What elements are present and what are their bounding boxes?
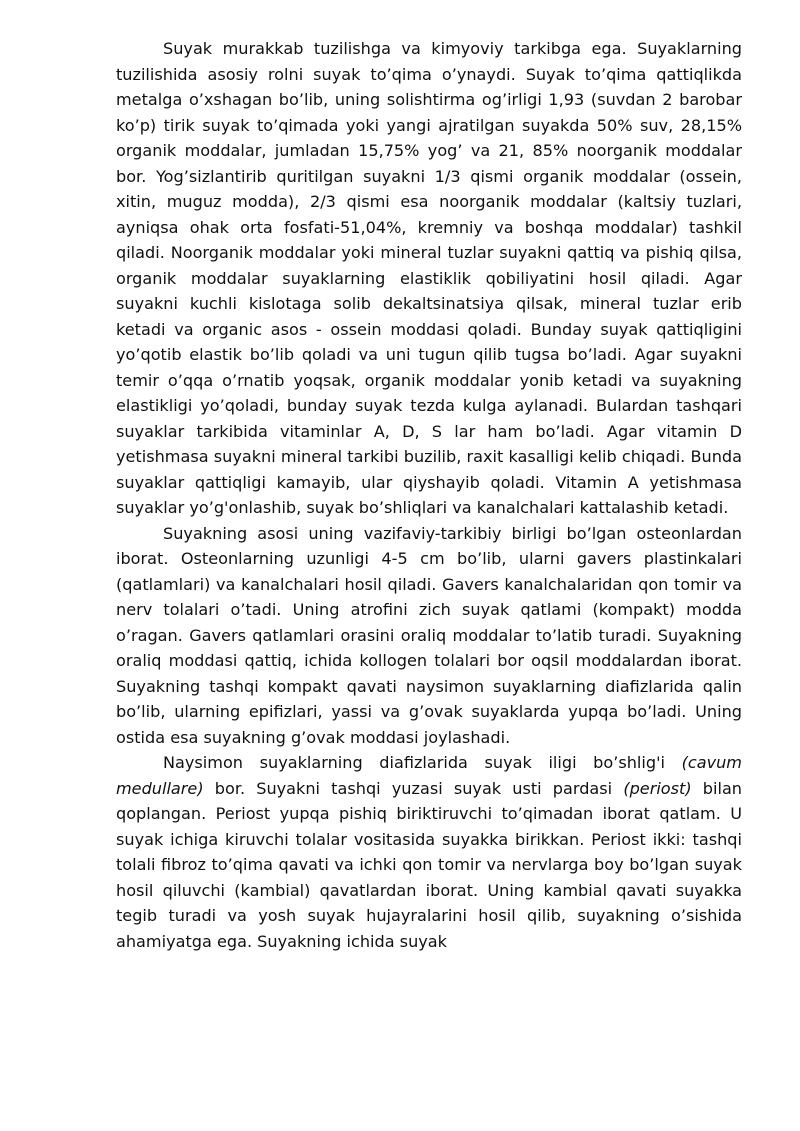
latin-term-cavum-medullare: (cavum medullare)	[116, 753, 742, 798]
paragraph-text: bilan qoplangan. Periost yupqa pishiq biriktiruvchi to’qimadan iborat qatlam. U suyak ichiga kiruvchi tolalar vositasida suyakka birikkan. Periost ikki: tashqi tolali fibroz to’qima qavati va ichki qon tomir va nervlarga boy bo’lgan suyak hosil qiluvchi (kambial) qavatlardan iborat. Uning kambial qavati suyakka tegib turadi va yosh suyak hujayralarini hosil qilib, suyakning o’sishida ahamiyatga ega. Suyakning ichida suyak	[116, 778, 743, 951]
paragraph-osteon-structure	[116, 521, 742, 751]
document-page	[116, 36, 742, 954]
paragraph-text: Naysimon suyaklarning diafizlarida suyak iligi bo’shlig'i	[163, 753, 682, 772]
paragraph-periosteum	[116, 750, 742, 954]
paragraph-bone-composition	[116, 36, 742, 521]
paragraph-text: Suyak murakkab tuzilishga va kimyoviy tarkibga ega. Suyaklarning tuzilishida asosiy rolni suyak to’qima o’ynaydi. Suyak to’qima qattiqlikda metalga o’xshagan bo’lib, uning solishtirma og’irligi 1,93 (suvdan 2 barobar ko’p) tirik suyak to’qimada yoki yangi ajratilgan suyakda 50% suv, 28,15% organik moddalar, jumladan 15,75% yog’ va 21, 85% noorganik moddalar bor. Yog’sizlantirib quritilgan suyakni 1/3 qismi organik moddalar (ossein, xitin, muguz modda), 2/3 qismi esa noorganik moddalar (kaltsiy tuzlari, ayniqsa ohak orta fosfati-51,04%, kremniy va boshqa moddalar) tashkil qiladi. Noorganik moddalar yoki mineral tuzlar suyakni qattiq va pishiq qilsa, organik moddalar suyaklarning elastiklik qobiliyatini hosil qiladi. Agar suyakni kuchli kislotaga solib dekaltsinatsiya qilsak, mineral tuzlar erib ketadi va organic asos - ossein moddasi qoladi. Bunday suyak qattiqligini yo’qotib elastik bo’lib qoladi va uni tugun qilib tugsa bo’ladi. Agar suyakni temir o’qqa o’rnatib yoqsak, organik moddalar yonib ketadi va suyakning elastikligi yo’qoladi, bunday suyak tezda kulga aylanadi. Bulardan tashqari suyaklar tarkibida vitaminlar A, D, S lar ham bo’ladi. Agar vitamin D yetishmasa suyakni mineral tarkibi buzilib, raxit kasalligi kelib chiqadi. Bunda suyaklar qattiqligi kamayib, ular qiyshayib qoladi. Vitamin A yetishmasa suyaklar yo’g'onlashib, suyak bo’shliqlari va kanalchalari kattalashib ketadi.	[116, 39, 742, 517]
latin-term-periost: (periost)	[623, 778, 692, 798]
paragraph-text: Suyakning asosi uning vazifaviy-tarkibiy birligi bo’lgan osteonlardan iborat. Osteonlarning uzunligi 4-5 cm bo’lib, ularni gavers plastinkalari (qatlamlari) va kanalchalari hosil qiladi. Gavers kanalchalaridan qon tomir va nerv tolalari o’tadi. Uning atrofini zich suyak qatlami (kompakt) modda o’ragan. Gavers qatlamlari orasini oraliq moddalar to’latib turadi. Suyakning oraliq moddasi qattiq, ichida kollogen tolalari bor oqsil moddalardan iborat. Suyakning tashqi kompakt qavati naysimon suyaklarning diafizlarida qalin bo’lib, ularning epifizlari, yassi va g’ovak suyaklarda yupqa bo’ladi. Uning ostida esa suyakning g’ovak moddasi joylashadi.	[116, 523, 742, 747]
paragraph-text: bor. Suyakni tashqi yuzasi suyak usti pardasi	[203, 778, 624, 798]
